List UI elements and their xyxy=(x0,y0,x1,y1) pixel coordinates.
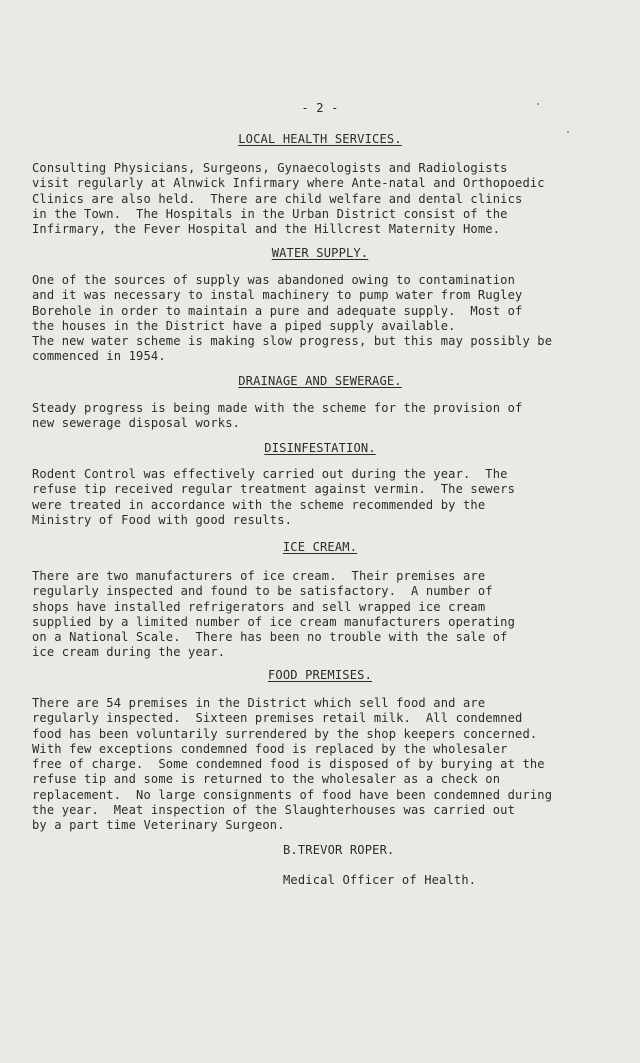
scan-speck xyxy=(537,103,539,105)
paragraph-water-supply: One of the sources of supply was abandoned owing to contamination and it was necessary to instal machinery to pump water from Rugley Borehole in order to maintain a pure and adequate supply. Most of the houses in the District have a piped supply available. The new water scheme is making slow progress, but this may possibly be commenced in 1954. xyxy=(32,273,553,364)
heading-ice-cream: ICE CREAM. xyxy=(282,540,358,554)
paragraph-drainage-and-sewerage: Steady progress is being made with the scheme for the provision of new sewerage disposal works. xyxy=(32,401,523,431)
heading-food-premises: FOOD PREMISES. xyxy=(267,668,373,682)
signature-title: Medical Officer of Health. xyxy=(283,873,477,887)
heading-drainage-and-sewerage: DRAINAGE AND SEWERAGE. xyxy=(238,374,402,388)
paragraph-disinfestation: Rodent Control was effectively carried out during the year. The refuse tip received regular treatment against vermin. The sewers were treated in accordance with the scheme recommended by the Ministry of Food with good results. xyxy=(32,467,516,527)
heading-local-health-services: LOCAL HEALTH SERVICES. xyxy=(238,132,402,146)
page-number: - 2 - xyxy=(301,101,339,115)
scan-speck xyxy=(567,131,569,133)
paragraph-local-health-services: Consulting Physicians, Surgeons, Gynaecologists and Radiologists visit regularly at Alnwick Infirmary where Ante-natal and Orthopoedic Clinics are also held. There are child welfare and dental clinics in the Town. The Hospitals in the Urban District consist of the Infirmary, the Fever Hospital and the Hillcrest Maternity Home. xyxy=(32,161,545,237)
heading-water-supply: WATER SUPPLY. xyxy=(271,246,369,260)
paragraph-ice-cream: There are two manufacturers of ice cream. Their premises are regularly inspected and found to be satisfactory. A number of shops have installed refrigerators and sell wrapped ice cream supplied by a limited number of ice cream manufacturers operating on a National Scale. There has been no trouble with the sale of ice cream during the year. xyxy=(32,569,516,660)
signature-name: B.TREVOR ROPER. xyxy=(283,843,395,857)
heading-disinfestation: DISINFESTATION. xyxy=(264,441,376,455)
paragraph-food-premises: There are 54 premises in the District which sell food and are regularly inspected. Sixteen premises retail milk. All condemned food has been voluntarily surrendered by the shop keepers concerned. With few exceptions condemned food is replaced by the wholesaler free of charge. Some condemned food is disposed of by burying at the refuse tip and some is returned to the wholesaler as a check on replacement. No large consignments of food have been condemned during the year. Meat inspection of the Slaughterhouses was carried out by a part time Veterinary Surgeon. xyxy=(32,696,553,833)
